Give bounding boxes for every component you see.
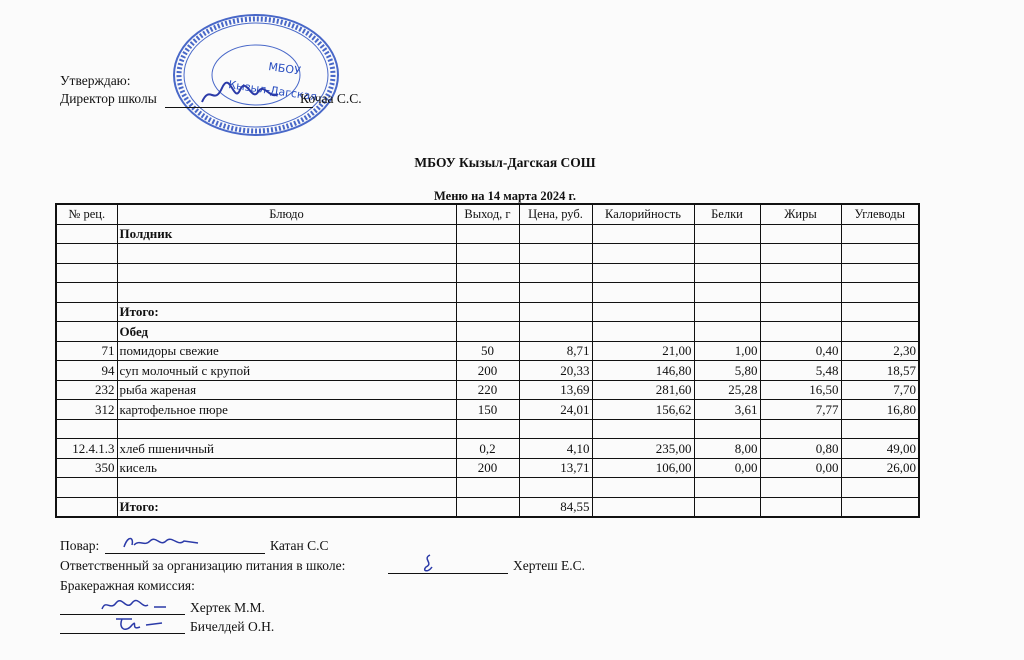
header-protein: Белки (694, 204, 760, 224)
cell-calories: 106,00 (592, 458, 694, 478)
cell-dish (117, 283, 456, 303)
commission-member-2: Бичелдей О.Н. (190, 619, 275, 634)
menu-title: Меню на 14 марта 2024 г. (434, 189, 576, 203)
responsible-signature-line (388, 573, 508, 574)
cell-protein: 25,28 (694, 380, 760, 400)
cell-fat (760, 419, 841, 439)
cell-protein: 0,00 (694, 458, 760, 478)
cell-recipe-no (56, 283, 117, 303)
cell-price: 13,71 (519, 458, 592, 478)
cell-carbs: 18,57 (841, 361, 919, 381)
cell-fat (760, 224, 841, 244)
cell-calories (592, 497, 694, 517)
cell-calories (592, 283, 694, 303)
cook-label: Повар: (60, 538, 100, 553)
header-yield: Выход, г (456, 204, 519, 224)
cell-dish: помидоры свежие (117, 341, 456, 361)
cell-dish (117, 244, 456, 264)
cell-fat (760, 497, 841, 517)
table-row (56, 400, 919, 420)
cell-calories: 281,60 (592, 380, 694, 400)
commission-label: Бракеражная комиссия: (60, 578, 195, 593)
cell-recipe-no: 71 (56, 341, 117, 361)
cell-dish (117, 419, 456, 439)
director-label: Директор школы (60, 91, 157, 106)
cell-calories: 235,00 (592, 439, 694, 459)
cell-dish: хлеб пшеничный (117, 439, 456, 459)
cell-yield (456, 419, 519, 439)
cell-price: 20,33 (519, 361, 592, 381)
cell-protein: 5,80 (694, 361, 760, 381)
cell-carbs: 7,70 (841, 380, 919, 400)
approve-label: Утверждаю: (60, 73, 131, 88)
cook-signature (120, 533, 200, 553)
cell-price: 4,10 (519, 439, 592, 459)
cell-dish: картофельное пюре (117, 400, 456, 420)
cell-fat: 0,80 (760, 439, 841, 459)
cell-fat (760, 283, 841, 303)
school-title: МБОУ Кызыл-Дагская СОШ (414, 155, 596, 170)
cell-carbs: 26,00 (841, 458, 919, 478)
commission-signature-1 (100, 597, 170, 615)
cell-calories (592, 244, 694, 264)
cell-calories: 146,80 (592, 361, 694, 381)
total-row (56, 497, 919, 517)
cell-calories (592, 302, 694, 322)
header-recipe-no: № рец. (56, 204, 117, 224)
cell-yield (456, 263, 519, 283)
cell-recipe-no (56, 302, 117, 322)
cell-yield: 200 (456, 458, 519, 478)
cell-fat: 16,50 (760, 380, 841, 400)
cell-recipe-no (56, 244, 117, 264)
svg-text:МБОУ: МБОУ (267, 60, 302, 78)
cell-yield (456, 224, 519, 244)
cell-price: 24,01 (519, 400, 592, 420)
cell-fat (760, 263, 841, 283)
cell-yield (456, 283, 519, 303)
cell-dish: Полдник (117, 224, 456, 244)
cell-yield: 150 (456, 400, 519, 420)
table-row (56, 458, 919, 478)
cell-price (519, 263, 592, 283)
empty-row (56, 419, 919, 439)
school-stamp (168, 10, 348, 140)
cell-protein (694, 497, 760, 517)
cell-carbs: 49,00 (841, 439, 919, 459)
table-header-row (56, 204, 919, 224)
table-row (56, 380, 919, 400)
cell-price (519, 478, 592, 498)
director-name: Кочаа С.С. (300, 91, 362, 106)
cell-protein (694, 224, 760, 244)
table-row (56, 341, 919, 361)
menu-table (55, 203, 920, 518)
svg-text:Кызыл-Дагская: Кызыл-Дагская (227, 78, 318, 104)
header-dish: Блюдо (117, 204, 456, 224)
cell-protein (694, 244, 760, 264)
cell-carbs (841, 419, 919, 439)
cell-price (519, 283, 592, 303)
cook-name: Катан С.С (270, 538, 329, 553)
cell-protein: 3,61 (694, 400, 760, 420)
cell-fat: 5,48 (760, 361, 841, 381)
cell-dish: суп молочный с крупой (117, 361, 456, 381)
table-row (56, 439, 919, 459)
cell-recipe-no: 232 (56, 380, 117, 400)
cell-protein: 1,00 (694, 341, 760, 361)
cell-recipe-no (56, 419, 117, 439)
cell-fat (760, 302, 841, 322)
cell-fat: 7,77 (760, 400, 841, 420)
cell-protein (694, 263, 760, 283)
cell-recipe-no (56, 224, 117, 244)
director-signature (200, 82, 280, 108)
cell-protein: 8,00 (694, 439, 760, 459)
cell-protein (694, 302, 760, 322)
header-carbs: Углеводы (841, 204, 919, 224)
cell-carbs (841, 283, 919, 303)
header-price: Цена, руб. (519, 204, 592, 224)
cell-price (519, 302, 592, 322)
cell-fat (760, 322, 841, 342)
cell-yield (456, 302, 519, 322)
cell-carbs (841, 322, 919, 342)
section-row (56, 322, 919, 342)
cell-price: 13,69 (519, 380, 592, 400)
cell-recipe-no (56, 478, 117, 498)
cell-price (519, 322, 592, 342)
empty-row (56, 478, 919, 498)
responsible-label: Ответственный за организацию питания в школе: (60, 558, 346, 573)
cell-price: 8,71 (519, 341, 592, 361)
cell-yield: 220 (456, 380, 519, 400)
cell-carbs (841, 497, 919, 517)
cell-carbs (841, 244, 919, 264)
cell-recipe-no (56, 322, 117, 342)
cell-yield (456, 497, 519, 517)
cell-recipe-no: 350 (56, 458, 117, 478)
cell-carbs (841, 478, 919, 498)
cell-protein (694, 419, 760, 439)
cell-yield: 0,2 (456, 439, 519, 459)
cell-dish: кисель (117, 458, 456, 478)
section-row (56, 224, 919, 244)
cell-dish: рыба жареная (117, 380, 456, 400)
cell-fat (760, 478, 841, 498)
cell-calories (592, 224, 694, 244)
cell-recipe-no (56, 263, 117, 283)
table-row (56, 361, 919, 381)
cell-carbs (841, 224, 919, 244)
cell-yield (456, 244, 519, 264)
cell-yield: 50 (456, 341, 519, 361)
empty-row (56, 283, 919, 303)
cell-recipe-no: 312 (56, 400, 117, 420)
cell-dish (117, 263, 456, 283)
cell-recipe-no: 12.4.1.3 (56, 439, 117, 459)
cell-recipe-no: 94 (56, 361, 117, 381)
cell-calories (592, 419, 694, 439)
cell-carbs: 16,80 (841, 400, 919, 420)
cell-fat: 0,00 (760, 458, 841, 478)
cell-recipe-no (56, 497, 117, 517)
header-fat: Жиры (760, 204, 841, 224)
cell-yield (456, 478, 519, 498)
cell-price: 84,55 (519, 497, 592, 517)
empty-row (56, 263, 919, 283)
commission-member-1: Хертек М.М. (190, 600, 265, 615)
cell-dish: Итого: (117, 497, 456, 517)
responsible-name: Хертеш Е.С. (513, 558, 585, 573)
cell-dish: Обед (117, 322, 456, 342)
cell-fat: 0,40 (760, 341, 841, 361)
cell-calories: 21,00 (592, 341, 694, 361)
cell-price (519, 224, 592, 244)
cell-carbs: 2,30 (841, 341, 919, 361)
cell-calories: 156,62 (592, 400, 694, 420)
responsible-signature (418, 553, 438, 575)
commission-signature-2 (112, 615, 172, 635)
cell-calories (592, 478, 694, 498)
cell-yield: 200 (456, 361, 519, 381)
empty-row (56, 244, 919, 264)
cell-carbs (841, 263, 919, 283)
cell-dish (117, 478, 456, 498)
cell-carbs (841, 302, 919, 322)
cell-protein (694, 283, 760, 303)
cell-protein (694, 322, 760, 342)
cell-dish: Итого: (117, 302, 456, 322)
cell-price (519, 244, 592, 264)
cell-yield (456, 322, 519, 342)
cook-signature-line (105, 553, 265, 554)
cell-protein (694, 478, 760, 498)
header-calories: Калорийность (592, 204, 694, 224)
cell-price (519, 419, 592, 439)
cell-fat (760, 244, 841, 264)
total-row (56, 302, 919, 322)
cell-calories (592, 263, 694, 283)
cell-calories (592, 322, 694, 342)
